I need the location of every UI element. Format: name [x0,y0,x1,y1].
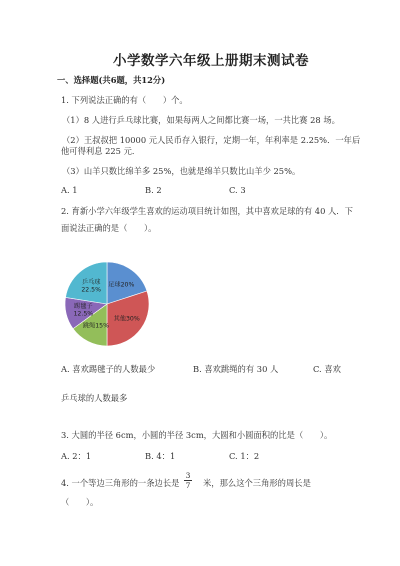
q1-item-3: （3）山羊只数比绵羊多 25%，也就是绵羊只数比山羊少 25%。 [62,166,301,176]
q4-stem-post: 米，那么这个三角形的周长是 [203,478,311,488]
section-heading-choice: 一、选择题(共6题，共12分) [57,75,166,85]
pie-label-2: 跳绳15% [82,322,110,330]
page-title: 小学数学六年级上册期末测试卷 [113,53,309,69]
pie-label-3: 踢毽子 12.5% [73,303,94,318]
q4-fraction [183,471,193,490]
q3-option-a[interactable]: A. 2：1 [61,451,92,461]
pie-label-0: 足球20% [108,281,135,289]
q1-item-2-cont: 他可得利息 225 元． [61,146,141,156]
q4-stem-pre: 4. 一个等边三角形的一条边长是 [61,478,180,488]
pie-label-4: 乒乓球 22.5% [81,278,102,294]
q3-option-b[interactable]: B. 4：1 [145,451,176,461]
q1-option-b[interactable]: B. 2 [145,185,162,195]
q1-item-1: （1）8 人进行乒乓球比赛，如果每两人之间都比赛一场，一共比赛 28 场。 [62,115,340,125]
q4-fraction-denominator: 7 [185,481,191,490]
q4-stem-line2: （ ）。 [61,497,99,507]
q2-option-c-cont: 乒乓球的人数最多 [61,393,128,403]
q1-option-c[interactable]: C. 3 [229,185,246,195]
pie-label-1: 其他30% [113,315,140,323]
pie-chart [57,258,157,348]
q3-option-c[interactable]: C. 1：2 [229,451,260,461]
q2-stem-line1: 2. 育新小学六年级学生喜欢的运动项目统计如图，其中喜欢足球的有 40 人．下 [61,206,353,216]
q2-stem-line2: 面说法正确的是（ ）。 [61,223,157,233]
q1-option-a[interactable]: A. 1 [61,185,78,195]
q4-fraction-numerator: 3 [185,471,191,480]
q1-item-2: （2）王叔叔把 10000 元人民币存入银行，定期一年，年利率是 2.25%．一年后 [62,135,361,145]
q3-stem: 3. 大圆的半径 6cm，小圆的半径 3cm，大圆和小圆面积的比是（ ）。 [61,430,333,440]
q2-option-a[interactable]: A. 喜欢踢毽子的人数最少 [61,364,156,374]
q2-option-c[interactable]: C. 喜欢 [313,364,341,374]
q1-stem: 1. 下列说法正确的有（ ）个。 [61,95,188,105]
q2-option-b[interactable]: B. 喜欢跳绳的有 30 人 [193,364,279,374]
